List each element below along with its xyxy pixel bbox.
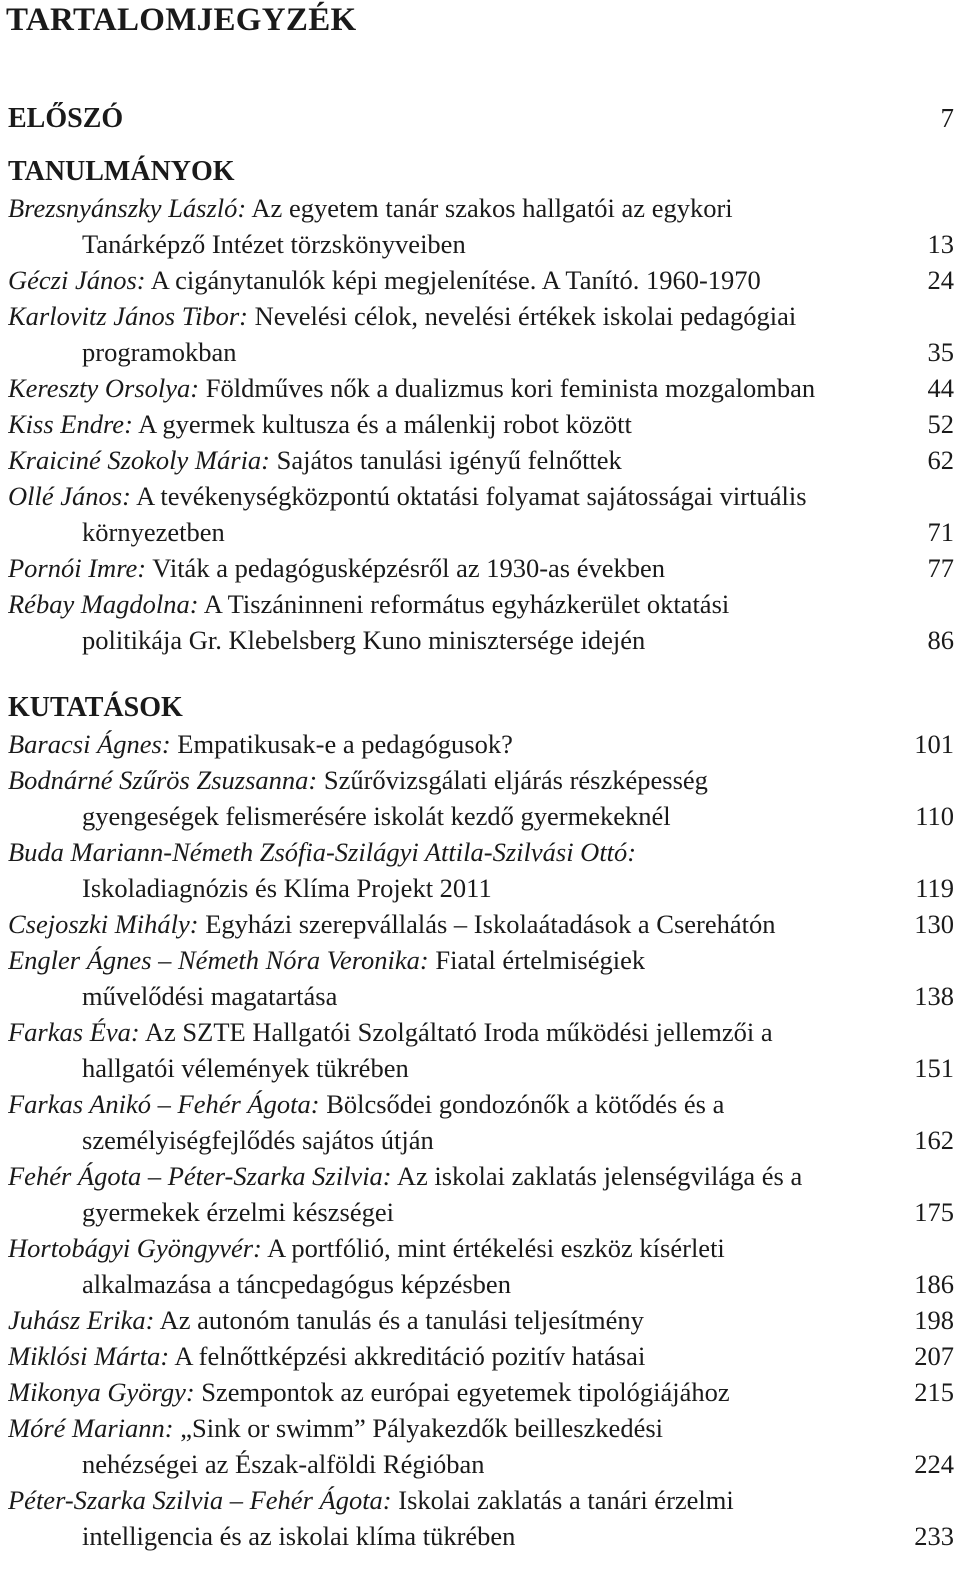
toc-entry[interactable] <box>8 1086 954 1158</box>
entry-author: Csejoszki Mihály: <box>8 909 199 939</box>
page-number: 52 <box>927 409 954 439</box>
section-eloszo <box>8 100 954 136</box>
entry-author: Pornói Imre: <box>8 553 147 583</box>
section-kutatasok <box>8 690 954 1554</box>
entry-continuation-line <box>8 514 954 550</box>
entry-title: gyengeségek felismerésére iskolát kezdő gyermekeknél <box>82 801 671 831</box>
entry-text <box>82 1194 394 1230</box>
section-heading <box>8 100 954 136</box>
entry-first-line <box>8 1158 954 1194</box>
entry-first-line <box>8 478 954 514</box>
page-number: 233 <box>914 1521 954 1551</box>
entry-first-line <box>8 1086 954 1122</box>
entry-author: Baracsi Ágnes: <box>8 729 171 759</box>
entry-text <box>8 1230 725 1266</box>
entry-first-line <box>8 262 954 298</box>
entry-author: Péter-Szarka Szilvia – Fehér Ágota: <box>8 1485 392 1515</box>
toc-entry[interactable] <box>8 1410 954 1482</box>
entry-first-line <box>8 442 954 478</box>
entry-title: Nevelési célok, nevelési értékek iskolai pedagógiai <box>254 301 797 331</box>
section-heading: KUTATÁSOK <box>8 692 183 723</box>
toc-entry[interactable] <box>8 1014 954 1086</box>
entry-first-line <box>8 762 954 798</box>
entry-first-line <box>8 1338 954 1374</box>
entry-title: A felnőttképzési akkreditáció pozitív hatásai <box>174 1341 646 1371</box>
entry-author: Rébay Magdolna: <box>8 589 199 619</box>
page-number: 7 <box>940 103 954 133</box>
entry-title: Sajátos tanulási igényű felnőttek <box>276 445 622 475</box>
entry-first-line <box>8 1230 954 1266</box>
entry-title: A tevékenységközpontú oktatási folyamat sajátosságai virtuális <box>136 481 807 511</box>
page-number: 119 <box>915 873 954 903</box>
entry-continuation-line <box>8 1266 954 1302</box>
entry-title: A cigánytanulók képi megjelenítése. A Tanító. 1960-1970 <box>150 265 761 295</box>
entry-continuation-line <box>8 226 954 262</box>
entry-first-line <box>8 550 954 586</box>
entry-title: hallgatói vélemények tükrében <box>82 1053 409 1083</box>
entry-text <box>82 622 645 658</box>
entry-text <box>82 1518 515 1554</box>
entry-title: Egyházi szerepvállalás – Iskolaátadások a Cserehátón <box>205 909 776 939</box>
entry-continuation-line <box>8 1446 954 1482</box>
entry-text <box>8 1482 734 1518</box>
page-number: 86 <box>927 625 954 655</box>
entry-author: Ollé János: <box>8 481 131 511</box>
entry-text <box>82 798 671 834</box>
entry-first-line <box>8 298 954 334</box>
entry-author: Mikonya György: <box>8 1377 195 1407</box>
entry-title: „Sink or swimm” Pályakezdők beilleszkedési <box>180 1413 664 1443</box>
toc-entry[interactable] <box>8 442 954 478</box>
toc-entry[interactable] <box>8 298 954 370</box>
entry-text <box>8 1374 730 1410</box>
entry-first-line <box>8 370 954 406</box>
entry-text <box>8 550 665 586</box>
entry-title: nehézségei az Észak-alföldi Régióban <box>82 1449 485 1479</box>
entry-text <box>8 478 807 514</box>
toc-entry[interactable] <box>8 762 954 834</box>
entry-text <box>8 190 733 226</box>
toc-entry[interactable] <box>8 726 954 762</box>
entry-title: Az iskolai zaklatás jelenségvilága és a <box>396 1161 803 1191</box>
entry-text <box>82 978 337 1014</box>
entry-author: Juhász Erika: <box>8 1305 155 1335</box>
entry-text <box>8 726 513 762</box>
entry-title: A gyermek kultusza és a málenkij robot között <box>138 409 632 439</box>
page-number: 207 <box>914 1341 954 1371</box>
entry-continuation-line <box>8 1122 954 1158</box>
page-number: 162 <box>914 1125 954 1155</box>
entry-title: Az autonóm tanulás és a tanulási teljesítmény <box>159 1305 644 1335</box>
entry-continuation-line <box>8 1050 954 1086</box>
page-number: 175 <box>914 1197 954 1227</box>
entry-text <box>82 226 466 262</box>
toc-list <box>8 190 954 658</box>
entry-first-line <box>8 190 954 226</box>
entry-author: Buda Mariann-Németh Zsófia-Szilágyi Attila-Szilvási Ottó: <box>8 837 637 867</box>
page-number: 71 <box>927 517 954 547</box>
entry-title: A Tiszáninneni református egyházkerület oktatási <box>203 589 730 619</box>
entry-text <box>8 1302 644 1338</box>
page-title: TARTALOMJEGYZÉK <box>6 2 357 38</box>
page-number: 44 <box>927 373 954 403</box>
entry-continuation-line <box>8 622 954 658</box>
page-number: 77 <box>927 553 954 583</box>
page-number: 151 <box>914 1053 954 1083</box>
entry-text <box>8 906 776 942</box>
entry-first-line <box>8 834 954 870</box>
entry-text <box>8 942 645 978</box>
toc-entry[interactable] <box>8 406 954 442</box>
entry-first-line <box>8 1410 954 1446</box>
entry-title: művelődési magatartása <box>82 981 338 1011</box>
entry-first-line <box>8 1482 954 1518</box>
entry-text <box>8 370 815 406</box>
entry-title: Földműves nők a dualizmus kori feminista mozgalomban <box>205 373 816 403</box>
page-number: 13 <box>927 229 954 259</box>
section-title: ELŐSZÓ <box>8 103 124 134</box>
toc-entry[interactable] <box>8 1158 954 1230</box>
entry-text <box>8 442 622 478</box>
entry-title: gyermekek érzelmi készségei <box>82 1197 394 1227</box>
toc-entry[interactable] <box>8 1338 954 1374</box>
entry-title: Az SZTE Hallgatói Szolgáltató Iroda működési jellemzői a <box>144 1017 773 1047</box>
entry-title: intelligencia és az iskolai klíma tükrében <box>82 1521 516 1551</box>
entry-title: alkalmazása a táncpedagógus képzésben <box>82 1269 511 1299</box>
entry-title: személyiségfejlődés sajátos útján <box>82 1125 434 1155</box>
entry-author: Móré Mariann: <box>8 1413 174 1443</box>
entry-text <box>8 1014 773 1050</box>
page-number: 224 <box>914 1449 954 1479</box>
toc-entry[interactable] <box>8 1230 954 1302</box>
entry-title: Fiatal értelmiségiek <box>435 945 646 975</box>
page-number: 198 <box>914 1305 954 1335</box>
entry-first-line <box>8 942 954 978</box>
page-number: 138 <box>914 981 954 1011</box>
page-number: 24 <box>927 265 954 295</box>
entry-title: programokban <box>82 337 237 367</box>
entry-text <box>8 1410 663 1446</box>
entry-author: Farkas Anikó – Fehér Ágota: <box>8 1089 320 1119</box>
toc-entry[interactable] <box>8 1482 954 1554</box>
entry-text <box>8 406 632 442</box>
toc-list <box>8 726 954 1554</box>
entry-continuation-line <box>8 870 954 906</box>
entry-text <box>82 334 237 370</box>
toc-entry[interactable] <box>8 906 954 942</box>
entry-author: Hortobágyi Gyöngyvér: <box>8 1233 262 1263</box>
entry-text <box>8 1158 802 1194</box>
entry-first-line <box>8 1302 954 1338</box>
entry-text <box>8 262 761 298</box>
entry-title: Szempontok az európai egyetemek tipológiájához <box>201 1377 730 1407</box>
entry-title: Az egyetem tanár szakos hallgatói az egykori <box>251 193 733 223</box>
entry-continuation-line <box>8 978 954 1014</box>
entry-text <box>82 870 492 906</box>
entry-title: környezetben <box>82 517 225 547</box>
entry-text <box>8 1338 645 1374</box>
page-number: 215 <box>914 1377 954 1407</box>
entry-first-line <box>8 726 954 762</box>
entry-text <box>8 586 729 622</box>
entry-first-line <box>8 1374 954 1410</box>
entry-author: Kereszty Orsolya: <box>8 373 200 403</box>
entry-first-line <box>8 906 954 942</box>
entry-author: Engler Ágnes – Németh Nóra Veronika: <box>8 945 429 975</box>
entry-author: Miklósi Márta: <box>8 1341 170 1371</box>
page-number: 62 <box>927 445 954 475</box>
toc-entry[interactable] <box>8 550 954 586</box>
entry-text <box>82 514 225 550</box>
page-number: 35 <box>927 337 954 367</box>
entry-title: Tanárképző Intézet törzskönyveiben <box>82 229 466 259</box>
entry-text <box>82 1266 511 1302</box>
entry-text <box>8 762 708 798</box>
entry-continuation-line <box>8 798 954 834</box>
page-number: 110 <box>915 801 954 831</box>
toc-entry[interactable] <box>8 834 954 906</box>
entry-author: Kraiciné Szokoly Mária: <box>8 445 271 475</box>
entry-continuation-line <box>8 1518 954 1554</box>
section-heading: TANULMÁNYOK <box>8 156 235 187</box>
entry-title: Viták a pedagógusképzésről az 1930-as években <box>152 553 666 583</box>
toc-entry[interactable] <box>8 190 954 262</box>
entry-first-line <box>8 1014 954 1050</box>
entry-author: Karlovitz János Tibor: <box>8 301 249 331</box>
toc-entry[interactable] <box>8 1302 954 1338</box>
entry-text <box>8 834 636 870</box>
entry-author: Farkas Éva: <box>8 1017 140 1047</box>
entry-continuation-line <box>8 334 954 370</box>
entry-text <box>82 1050 409 1086</box>
entry-text <box>8 298 796 334</box>
toc-entry[interactable] <box>8 370 954 406</box>
section-tanulmanyok <box>8 154 954 658</box>
entry-title: politikája Gr. Klebelsberg Kuno minisztersége idején <box>82 625 646 655</box>
entry-text <box>82 1122 434 1158</box>
toc-entry[interactable] <box>8 586 954 658</box>
entry-title: Bölcsődei gondozónők a kötődés és a <box>326 1089 725 1119</box>
entry-title: Empatikusak-e a pedagógusok? <box>177 729 513 759</box>
entry-text <box>82 1446 484 1482</box>
entry-first-line <box>8 586 954 622</box>
page-number: 130 <box>914 909 954 939</box>
entry-first-line <box>8 406 954 442</box>
entry-author: Géczi János: <box>8 265 146 295</box>
toc-entry[interactable] <box>8 478 954 550</box>
entry-title: Iskoladiagnózis és Klíma Projekt 2011 <box>82 873 492 903</box>
entry-author: Bodnárné Szűrös Zsuzsanna: <box>8 765 318 795</box>
entry-author: Kiss Endre: <box>8 409 133 439</box>
page-number: 186 <box>914 1269 954 1299</box>
entry-author: Brezsnyánszky László: <box>8 193 247 223</box>
toc-entry[interactable] <box>8 1374 954 1410</box>
entry-title: Iskolai zaklatás a tanári érzelmi <box>398 1485 734 1515</box>
toc-entry[interactable] <box>8 262 954 298</box>
entry-author: Fehér Ágota – Péter-Szarka Szilvia: <box>8 1161 392 1191</box>
page-number: 101 <box>914 729 954 759</box>
entry-text <box>8 1086 724 1122</box>
entry-continuation-line <box>8 1194 954 1230</box>
entry-title: A portfólió, mint értékelési eszköz kísérleti <box>267 1233 725 1263</box>
entry-title: Szűrővizsgálati eljárás részképesség <box>323 765 708 795</box>
toc-entry[interactable] <box>8 942 954 1014</box>
